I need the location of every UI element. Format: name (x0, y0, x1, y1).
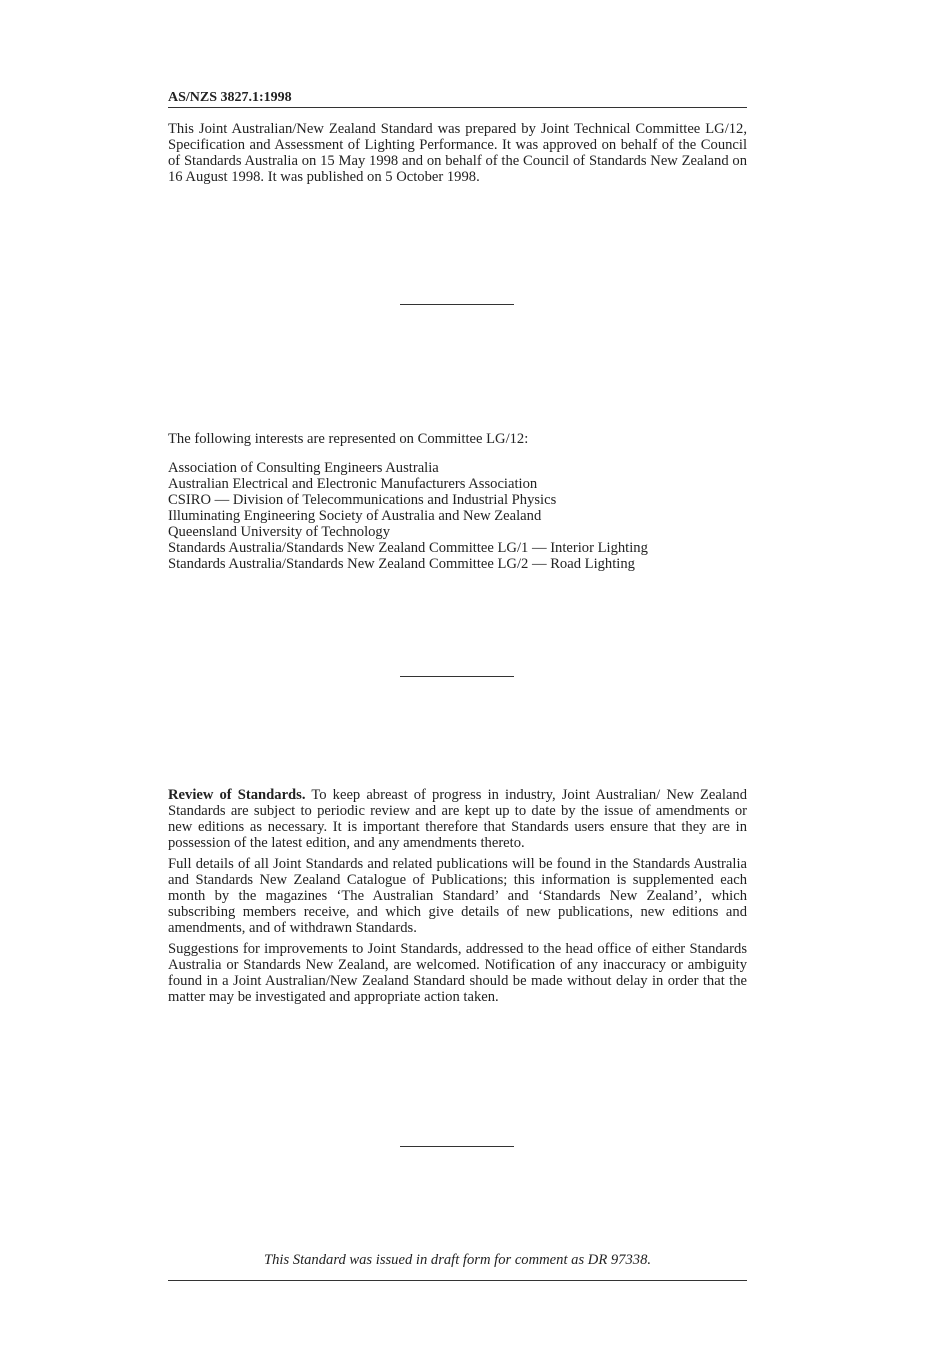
review-text-1: To keep abreast of progress in industry, Joint Australian/ New Zealand Standards are subject to periodic review and are kept up to date by the issue of amendments or new editions as necessary. It is important therefore that Standards users ensure that they are in possession of the latest edition, and any amendments thereto. (168, 787, 748, 851)
review-paragraph-1 (168, 787, 747, 851)
review-paragraph-3: Suggestions for improvements to Joint Standards, addressed to the head office of either Standards Australia or Standards New Zealand, are welcomed. Notification of any inaccuracy or ambiguity found in a Joint Australian/New Zealand Standard should be made without delay in order that the matter may be investigated and appropriate action taken. (168, 941, 747, 1005)
intro-paragraph: This Joint Australian/New Zealand Standard was prepared by Joint Technical Committee LG/12, Specification and Assessment of Lighting Performance. It was approved on behalf of the Council of Standards Australia on 15 May 1998 and on behalf of the Council of Standards New Zealand on 16 August 1998. It was published on 5 October 1998. (168, 121, 747, 185)
list-item: Queensland University of Technology (168, 524, 391, 540)
list-item: Standards Australia/Standards New Zealand Committee LG/1 — Interior Lighting (168, 540, 648, 556)
review-section (168, 787, 747, 1010)
list-item: Illuminating Engineering Society of Australia and New Zealand (168, 508, 542, 524)
review-paragraph-2: Full details of all Joint Standards and related publications will be found in the Standards Australia and Standards New Zealand Catalogue of Publications; this information is supplemented each month by the magazines ‘The Australian Standard’ and ‘Standards New Zealand’, which subscribing members receive, and which give details of new publications, new editions and amendments, and of withdrawn Standards. (168, 856, 747, 936)
footer-rule (168, 1280, 747, 1281)
review-heading: Review of Standards. (168, 787, 306, 803)
standard-designation: AS/NZS 3827.1:1998 (168, 90, 747, 108)
section-divider (400, 304, 514, 305)
list-item: Australian Electrical and Electronic Manufacturers Association (168, 476, 538, 492)
section-divider (400, 1146, 514, 1147)
list-item: CSIRO — Division of Telecommunications and Industrial Physics (168, 492, 557, 508)
interests-title: The following interests are represented on Committee LG/12: (168, 431, 529, 447)
section-divider (400, 676, 514, 677)
list-item: Association of Consulting Engineers Australia (168, 460, 439, 476)
draft-note: This Standard was issued in draft form for comment as DR 97338. (263, 1252, 652, 1268)
list-item: Standards Australia/Standards New Zealand Committee LG/2 — Road Lighting (168, 556, 635, 572)
interests-list (168, 460, 747, 572)
